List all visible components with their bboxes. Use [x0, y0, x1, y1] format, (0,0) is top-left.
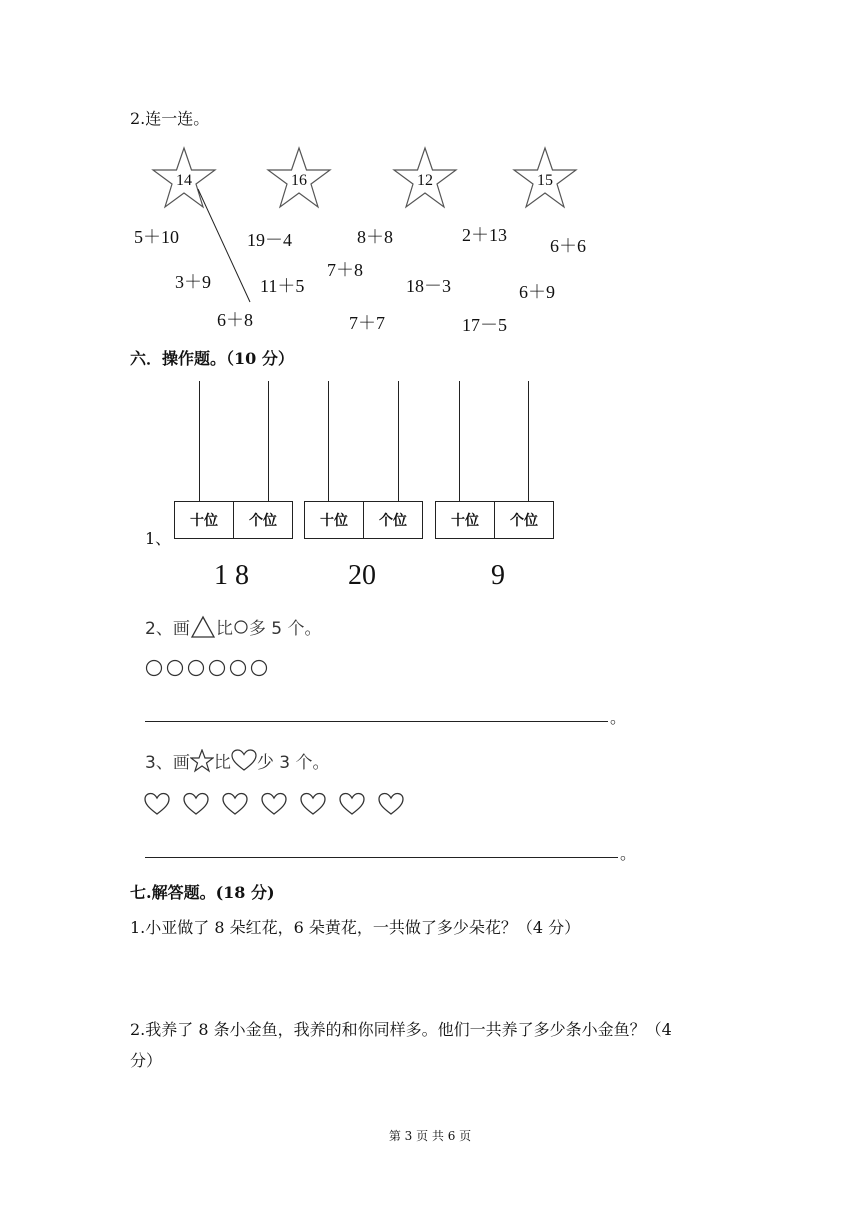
question-2-title: 2.连一连。 [130, 109, 210, 128]
abacus-rod [268, 381, 269, 502]
expression[interactable]: 5＋10 [134, 227, 179, 247]
expression[interactable]: 6＋6 [550, 236, 586, 256]
expression[interactable]: 18－3 [406, 276, 451, 296]
expression[interactable]: 3＋9 [175, 272, 211, 292]
ones-label: 个位 [494, 502, 553, 538]
section-7-title: 七.解答题。(18 分) [130, 883, 275, 902]
tens-label: 十位 [190, 513, 218, 529]
task-1-label: 1、 [145, 529, 172, 548]
problem-1: 1.小亚做了 8 朵红花，6 朵黄花，一共做了多少朵花？（4 分） [130, 918, 581, 937]
heart-icon [223, 794, 247, 815]
heart-icon [340, 794, 364, 815]
section-6-title: 六．操作题。（10 分） [130, 349, 294, 368]
circle-icon [233, 619, 249, 635]
place-value-box [304, 501, 423, 539]
circles [145, 658, 269, 678]
task-3-middle: 比 [213, 753, 231, 773]
heart-icon [231, 749, 257, 773]
abacus-rod [199, 381, 200, 502]
circle-row [145, 658, 269, 682]
circle-icon [210, 661, 225, 676]
expression[interactable]: 17－5 [462, 315, 507, 335]
circle-icon [147, 661, 162, 676]
ones-label: 个位 [363, 502, 422, 538]
star-number: 12 [417, 172, 433, 189]
answer-line-3[interactable] [145, 857, 618, 858]
task-2-middle: 比 [215, 619, 233, 639]
task-2-suffix: 多 5 个。 [248, 619, 322, 639]
place-value-box [174, 501, 293, 539]
task-3-suffix: 少 3 个。 [256, 753, 330, 773]
circle-icon [189, 661, 204, 676]
number-9: 9 [491, 560, 505, 591]
heart-icon [145, 794, 169, 815]
task-3-instruction [145, 748, 329, 773]
expression[interactable]: 11＋5 [260, 276, 305, 296]
expression[interactable]: 7＋7 [349, 313, 385, 333]
heart-row [143, 790, 411, 822]
abacus-rod [328, 381, 329, 502]
problem-2-line-2: 分） [130, 1051, 163, 1070]
hearts [143, 790, 411, 818]
problem-2-line-1: 2.我养了 8 条小金鱼，我养的和你同样多。他们一共养了多少条小金鱼？（4 [130, 1020, 672, 1039]
triangle-icon [190, 615, 216, 639]
star-number: 16 [291, 172, 307, 189]
task-3-prefix: 3、画 [145, 753, 190, 773]
page-footer: 第 3 页 共 6 页 [388, 1129, 472, 1143]
task-2-instruction [145, 614, 321, 639]
expression[interactable]: 8＋8 [357, 227, 393, 247]
ones-label: 个位 [233, 502, 292, 538]
end-mark: 。 [610, 708, 627, 727]
expression[interactable]: 2＋13 [462, 225, 507, 245]
end-mark: 。 [620, 844, 637, 863]
circle-icon [168, 661, 183, 676]
heart-icon [301, 794, 325, 815]
heart-icon [262, 794, 286, 815]
heart-icon [379, 794, 403, 815]
star-icon [190, 749, 214, 773]
star-number: 15 [537, 172, 553, 189]
answer-line-2[interactable] [145, 721, 608, 722]
expression[interactable]: 6＋9 [519, 282, 555, 302]
abacus-rod [459, 381, 460, 502]
circle-icon [252, 661, 267, 676]
place-value-box [435, 501, 554, 539]
abacus-rod [528, 381, 529, 502]
expression[interactable]: 19－4 [247, 230, 292, 250]
tens-label: 十位 [320, 513, 348, 529]
star-number: 14 [176, 172, 192, 189]
abacus-rod [398, 381, 399, 502]
tens-label: 十位 [451, 513, 479, 529]
number-20: 20 [348, 560, 376, 591]
circle-icon [231, 661, 246, 676]
heart-icon [184, 794, 208, 815]
expression[interactable]: 6＋8 [217, 310, 253, 330]
number-18: 1 8 [214, 560, 249, 591]
expression[interactable]: 7＋8 [327, 260, 363, 280]
task-2-prefix: 2、画 [145, 619, 190, 639]
